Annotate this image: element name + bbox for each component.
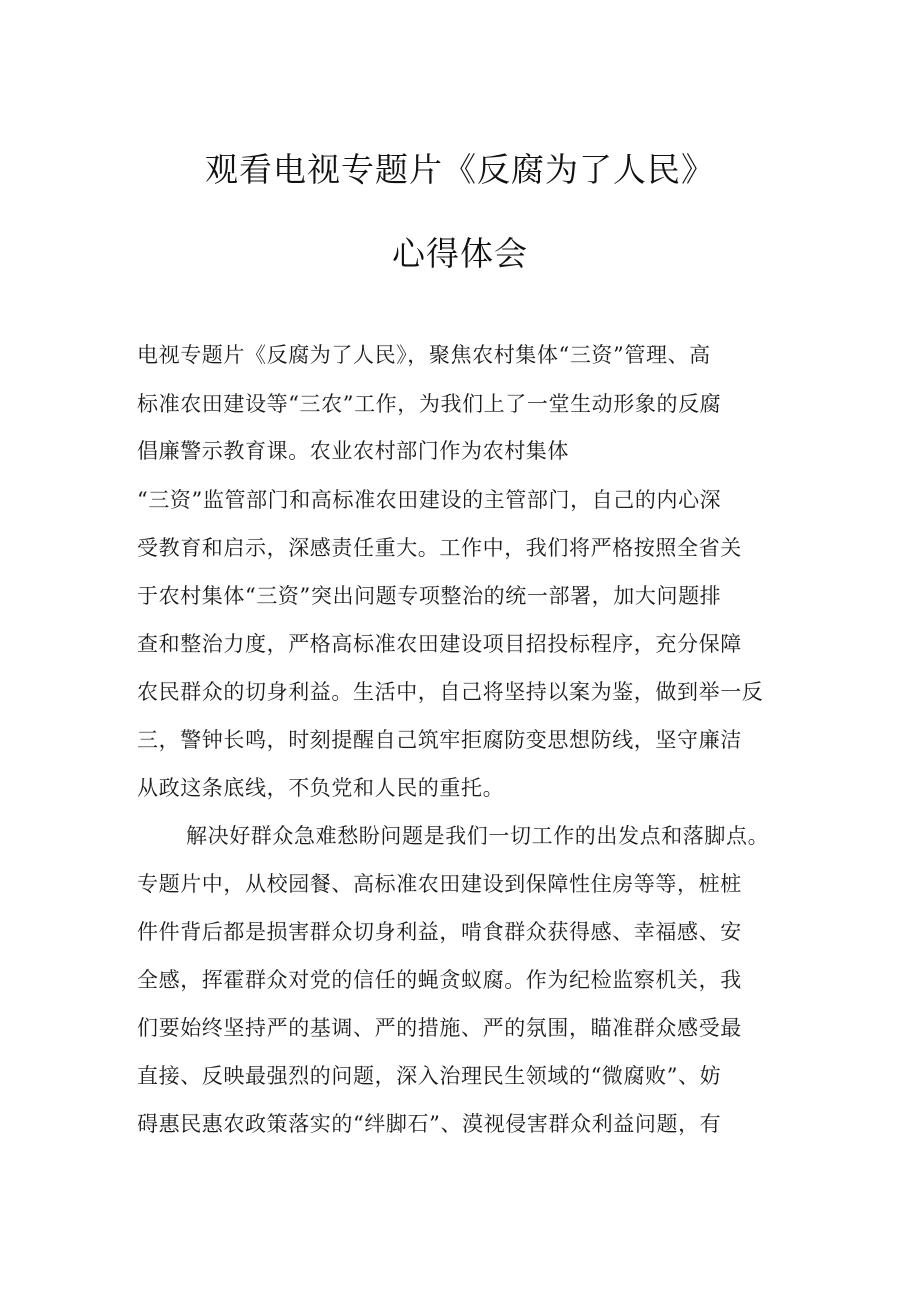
- paragraph-2-line: 碍惠民惠农政策落实的“绊脚石”、漠视侵害群众利益问题，有: [137, 1112, 722, 1136]
- paragraph-1-line: 倡廉警示教育课。农业农村部门作为农村集体: [137, 439, 569, 463]
- paragraph-1-line: 受教育和启示，深感责任重大。工作中，我们将严格按照全省关: [137, 536, 742, 560]
- paragraph-1-line: 农民群众的切身利益。生活中，自己将坚持以案为鉴，做到举一反: [137, 680, 764, 704]
- paragraph-2-line: 们要始终坚持严的基调、严的措施、严的氛围，瞄准群众感受最: [137, 1016, 742, 1040]
- document-title-line-2: 心得体会: [392, 234, 528, 273]
- paragraph-1-line: 查和整治力度，严格高标准农田建设项目招投标程序，充分保障: [137, 632, 742, 656]
- paragraph-2-line: 解决好群众急难愁盼问题是我们一切工作的出发点和落脚点。: [186, 824, 770, 848]
- paragraph-2-line: 件件背后都是损害群众切身利益，啃食群众获得感、幸福感、安: [137, 920, 742, 944]
- paragraph-1-line: 从政这条底线，不负党和人民的重托。: [137, 776, 505, 800]
- paragraph-1-line: “三资”监管部门和高标准农田建设的主管部门，自己的内心深: [137, 488, 722, 512]
- paragraph-1-line: 于农村集体“三资”突出问题专项整治的统一部署，加大问题排: [137, 584, 722, 608]
- paragraph-2-line: 全感，挥霍群众对党的信任的蝇贪蚁腐。作为纪检监察机关，我: [137, 968, 742, 992]
- paragraph-1-line: 三，警钟长鸣，时刻提醒自己筑牢拒腐防变思想防线，坚守廉洁: [137, 728, 742, 752]
- paragraph-1-line: 标准农田建设等“三农”工作，为我们上了一堂生动形象的反腐: [137, 392, 722, 416]
- document-title-line-1: 观看电视专题片《反腐为了人民》: [205, 150, 715, 189]
- paragraph-2-line: 直接、反映最强烈的问题，深入治理民生领域的“微腐败”、妨: [137, 1064, 722, 1088]
- paragraph-2-line: 专题片中，从校园餐、高标准农田建设到保障性住房等等，桩桩: [137, 872, 742, 896]
- paragraph-1-line: 电视专题片《反腐为了人民》，聚焦农村集体“三资”管理、高: [137, 343, 711, 367]
